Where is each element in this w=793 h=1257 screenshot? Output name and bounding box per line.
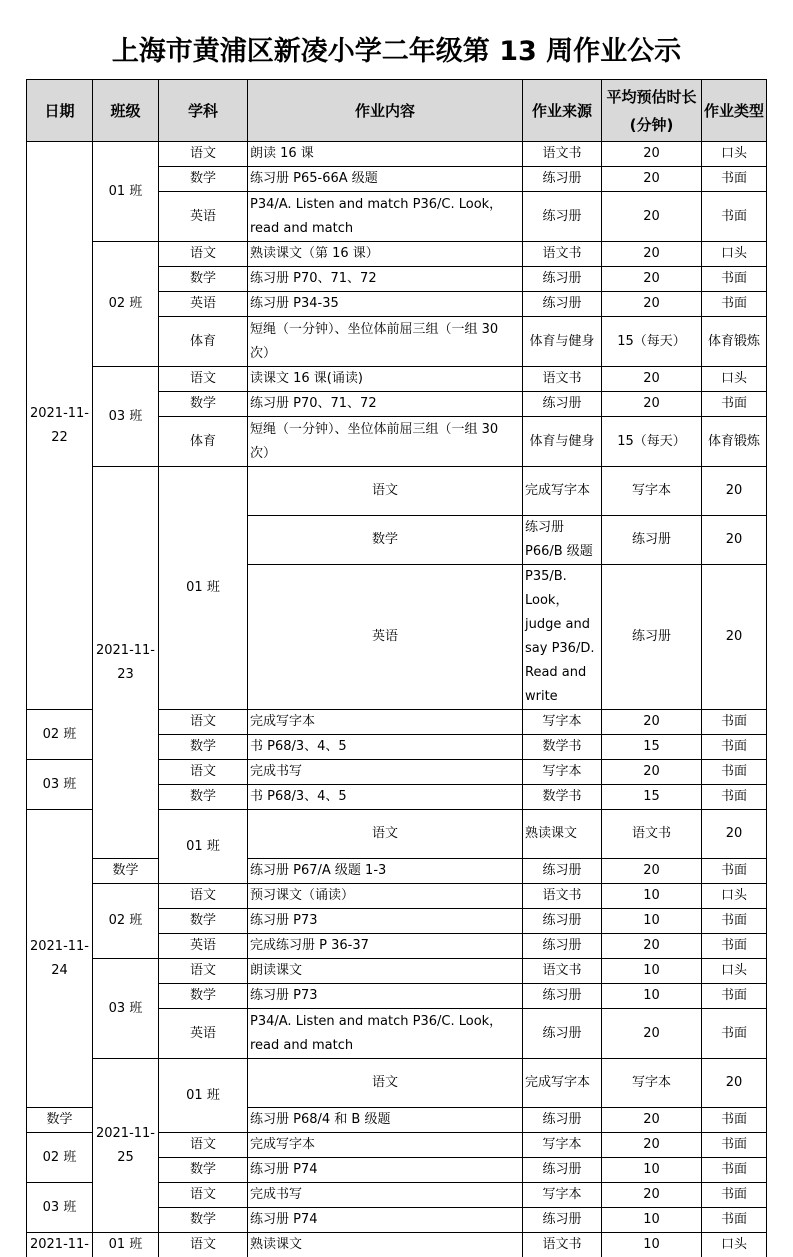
time-cell: 20: [602, 1108, 702, 1133]
source-cell: 练习册: [523, 909, 602, 934]
subject-cell: 语文: [159, 367, 248, 392]
time-cell: 20: [602, 710, 702, 735]
time-cell: 20: [602, 1183, 702, 1208]
content-cell: 练习册 P70、71、72: [248, 392, 523, 417]
date-cell: 2021-11-22: [27, 142, 93, 710]
type-cell: 书面: [702, 909, 767, 934]
subject-cell: 语文: [248, 1059, 523, 1108]
date-cell: 2021-11-24: [27, 810, 93, 1108]
source-cell: 语文书: [523, 959, 602, 984]
subject-cell: 语文: [248, 810, 523, 859]
subject-cell: 语文: [159, 242, 248, 267]
content-cell: 书 P68/3、4、5: [248, 785, 523, 810]
content-cell: P35/B. Look，judge and say P36/D. Read and write: [523, 565, 602, 710]
time-cell: 20: [602, 392, 702, 417]
content-cell: 短绳（一分钟）、坐位体前屈三组（一组 30 次）: [248, 317, 523, 367]
content-cell: 练习册 P74: [248, 1208, 523, 1233]
time-cell: 20: [702, 516, 767, 565]
time-cell: 20: [602, 292, 702, 317]
content-cell: 书 P68/3、4、5: [248, 735, 523, 760]
type-cell: 体育锻炼: [702, 417, 767, 467]
date-cell: 2021-11-: [27, 1233, 93, 1257]
time-cell: 10: [602, 984, 702, 1009]
source-cell: 练习册: [523, 1108, 602, 1133]
class-cell: 02 班: [93, 884, 159, 959]
subject-cell: 数学: [159, 392, 248, 417]
content-cell: 练习册 P70、71、72: [248, 267, 523, 292]
type-cell: 书面: [702, 1158, 767, 1183]
class-cell: 02 班: [27, 1133, 93, 1183]
class-cell: 03 班: [93, 959, 159, 1059]
source-cell: 练习册: [523, 984, 602, 1009]
class-cell: 01 班: [93, 1233, 159, 1257]
header-date: 日期: [27, 80, 93, 142]
header-class: 班级: [93, 80, 159, 142]
subject-cell: 数学: [159, 735, 248, 760]
content-cell: 完成写字本: [248, 1133, 523, 1158]
content-cell: 练习册 P73: [248, 984, 523, 1009]
type-cell: 书面: [702, 859, 767, 884]
content-cell: 练习册 P74: [248, 1158, 523, 1183]
source-cell: 练习册: [523, 292, 602, 317]
content-cell: P34/A. Listen and match P36/C. Look，read and match: [248, 1009, 523, 1059]
source-cell: 练习册: [602, 565, 702, 710]
subject-cell: 数学: [159, 909, 248, 934]
content-cell: 完成写字本: [523, 467, 602, 516]
subject-cell: 英语: [159, 192, 248, 242]
time-cell: 10: [602, 1158, 702, 1183]
source-cell: 写字本: [602, 467, 702, 516]
time-cell: 15: [602, 735, 702, 760]
header-type: 作业类型: [702, 80, 767, 142]
type-cell: 书面: [702, 267, 767, 292]
content-cell: 朗读课文: [248, 959, 523, 984]
time-cell: 20: [702, 810, 767, 859]
subject-cell: 英语: [159, 1009, 248, 1059]
source-cell: 写字本: [523, 760, 602, 785]
content-cell: 完成写字本: [523, 1059, 602, 1108]
header-row: [27, 80, 767, 142]
type-cell: 口头: [702, 884, 767, 909]
subject-cell: 数学: [27, 1108, 93, 1133]
time-cell: 20: [602, 1133, 702, 1158]
table-row: [27, 859, 767, 884]
source-cell: 练习册: [523, 1208, 602, 1233]
content-cell: 练习册 P73: [248, 909, 523, 934]
subject-cell: 英语: [159, 934, 248, 959]
class-cell: 01 班: [159, 1059, 248, 1133]
class-cell: 03 班: [27, 760, 93, 810]
subject-cell: 数学: [159, 267, 248, 292]
subject-cell: 数学: [159, 984, 248, 1009]
type-cell: 书面: [702, 1133, 767, 1158]
subject-cell: 语文: [248, 467, 523, 516]
type-cell: 体育锻炼: [702, 317, 767, 367]
source-cell: 练习册: [602, 516, 702, 565]
content-cell: 完成书写: [248, 1183, 523, 1208]
subject-cell: 数学: [159, 1208, 248, 1233]
time-cell: 10: [602, 959, 702, 984]
time-cell: 10: [602, 884, 702, 909]
content-cell: 熟读课文: [523, 810, 602, 859]
subject-cell: 语文: [159, 142, 248, 167]
source-cell: 练习册: [523, 192, 602, 242]
table-row: [27, 1233, 767, 1257]
content-cell: 朗读 16 课: [248, 142, 523, 167]
time-cell: 20: [602, 859, 702, 884]
time-cell: 20: [602, 192, 702, 242]
source-cell: 写字本: [523, 1133, 602, 1158]
content-cell: 完成写字本: [248, 710, 523, 735]
type-cell: 书面: [702, 167, 767, 192]
subject-cell: 语文: [159, 1233, 248, 1257]
time-cell: 20: [602, 167, 702, 192]
table-row: [27, 959, 767, 984]
table-row: [27, 1059, 767, 1108]
type-cell: 书面: [702, 1183, 767, 1208]
content-cell: P34/A. Listen and match P36/C. Look，read and match: [248, 192, 523, 242]
type-cell: 口头: [702, 367, 767, 392]
subject-cell: 语文: [159, 1183, 248, 1208]
table-row: [27, 467, 767, 516]
source-cell: 练习册: [523, 859, 602, 884]
subject-cell: 英语: [248, 565, 523, 710]
time-cell: 20: [602, 267, 702, 292]
source-cell: 写字本: [602, 1059, 702, 1108]
time-cell: 20: [602, 1009, 702, 1059]
type-cell: 书面: [702, 1108, 767, 1133]
type-cell: 口头: [702, 142, 767, 167]
type-cell: 书面: [702, 710, 767, 735]
time-cell: 20: [702, 565, 767, 710]
time-cell: 10: [602, 1208, 702, 1233]
table-row: [27, 884, 767, 909]
type-cell: 书面: [702, 735, 767, 760]
source-cell: 练习册: [523, 392, 602, 417]
table-row: [27, 367, 767, 392]
source-cell: 语文书: [523, 142, 602, 167]
content-cell: 读课文 16 课(诵读): [248, 367, 523, 392]
table-row: [27, 242, 767, 267]
time-cell: 10: [602, 909, 702, 934]
time-cell: 15（每天）: [602, 417, 702, 467]
content-cell: 熟读课文（第 16 课）: [248, 242, 523, 267]
type-cell: 书面: [702, 1009, 767, 1059]
time-cell: 20: [602, 367, 702, 392]
table-row: [27, 142, 767, 167]
header-subject: 学科: [159, 80, 248, 142]
source-cell: 写字本: [523, 710, 602, 735]
type-cell: 书面: [702, 192, 767, 242]
time-cell: 20: [702, 467, 767, 516]
subject-cell: 体育: [159, 317, 248, 367]
source-cell: 练习册: [523, 1158, 602, 1183]
type-cell: 口头: [702, 959, 767, 984]
subject-cell: 语文: [159, 760, 248, 785]
class-cell: 03 班: [93, 367, 159, 467]
source-cell: 语文书: [523, 242, 602, 267]
source-cell: 体育与健身: [523, 417, 602, 467]
class-cell: 01 班: [159, 467, 248, 710]
source-cell: 体育与健身: [523, 317, 602, 367]
type-cell: 书面: [702, 760, 767, 785]
header-content: 作业内容: [248, 80, 523, 142]
header-time: 平均预估时长(分钟): [602, 80, 702, 142]
class-cell: 01 班: [93, 142, 159, 242]
subject-cell: 数学: [159, 167, 248, 192]
date-cell: 2021-11-23: [93, 467, 159, 859]
source-cell: 练习册: [523, 1009, 602, 1059]
type-cell: 书面: [702, 392, 767, 417]
subject-cell: 英语: [159, 292, 248, 317]
source-cell: 练习册: [523, 934, 602, 959]
content-cell: 完成书写: [248, 760, 523, 785]
time-cell: 20: [602, 242, 702, 267]
subject-cell: 语文: [159, 710, 248, 735]
class-cell: 02 班: [27, 710, 93, 760]
subject-cell: 数学: [93, 859, 159, 884]
content-cell: 练习册 P65-66A 级题: [248, 167, 523, 192]
type-cell: 口头: [702, 1233, 767, 1257]
date-cell: 2021-11-25: [93, 1059, 159, 1233]
type-cell: 书面: [702, 984, 767, 1009]
source-cell: 数学书: [523, 785, 602, 810]
homework-table: [26, 79, 767, 1257]
time-cell: 20: [702, 1059, 767, 1108]
subject-cell: 语文: [159, 884, 248, 909]
subject-cell: 体育: [159, 417, 248, 467]
subject-cell: 数学: [248, 516, 523, 565]
time-cell: 10: [602, 1233, 702, 1257]
source-cell: 写字本: [523, 1183, 602, 1208]
time-cell: 15: [602, 785, 702, 810]
type-cell: 书面: [702, 934, 767, 959]
table-body: [27, 142, 767, 1257]
time-cell: 20: [602, 934, 702, 959]
type-cell: 书面: [702, 1208, 767, 1233]
content-cell: 练习册 P66/B 级题: [523, 516, 602, 565]
type-cell: 书面: [702, 785, 767, 810]
content-cell: 练习册 P68/4 和 B 级题: [248, 1108, 523, 1133]
time-cell: 20: [602, 142, 702, 167]
content-cell: 预习课文（诵读）: [248, 884, 523, 909]
class-cell: 03 班: [27, 1183, 93, 1233]
source-cell: 语文书: [523, 1233, 602, 1257]
time-cell: 20: [602, 760, 702, 785]
source-cell: 语文书: [523, 367, 602, 392]
source-cell: 练习册: [523, 267, 602, 292]
subject-cell: 语文: [159, 1133, 248, 1158]
type-cell: 口头: [702, 242, 767, 267]
class-cell: 02 班: [93, 242, 159, 367]
source-cell: 语文书: [602, 810, 702, 859]
content-cell: 短绳（一分钟）、坐位体前屈三组（一组 30 次）: [248, 417, 523, 467]
content-cell: 练习册 P34-35: [248, 292, 523, 317]
time-cell: 15（每天）: [602, 317, 702, 367]
source-cell: 练习册: [523, 167, 602, 192]
source-cell: 语文书: [523, 884, 602, 909]
page-title: 上海市黄浦区新凌小学二年级第 13 周作业公示: [0, 30, 793, 74]
type-cell: 书面: [702, 292, 767, 317]
content-cell: 完成练习册 P 36-37: [248, 934, 523, 959]
source-cell: 数学书: [523, 735, 602, 760]
class-cell: 01 班: [159, 810, 248, 884]
content-cell: 熟读课文: [248, 1233, 523, 1257]
content-cell: 练习册 P67/A 级题 1-3: [248, 859, 523, 884]
subject-cell: 数学: [159, 1158, 248, 1183]
subject-cell: 数学: [159, 785, 248, 810]
header-source: 作业来源: [523, 80, 602, 142]
subject-cell: 语文: [159, 959, 248, 984]
